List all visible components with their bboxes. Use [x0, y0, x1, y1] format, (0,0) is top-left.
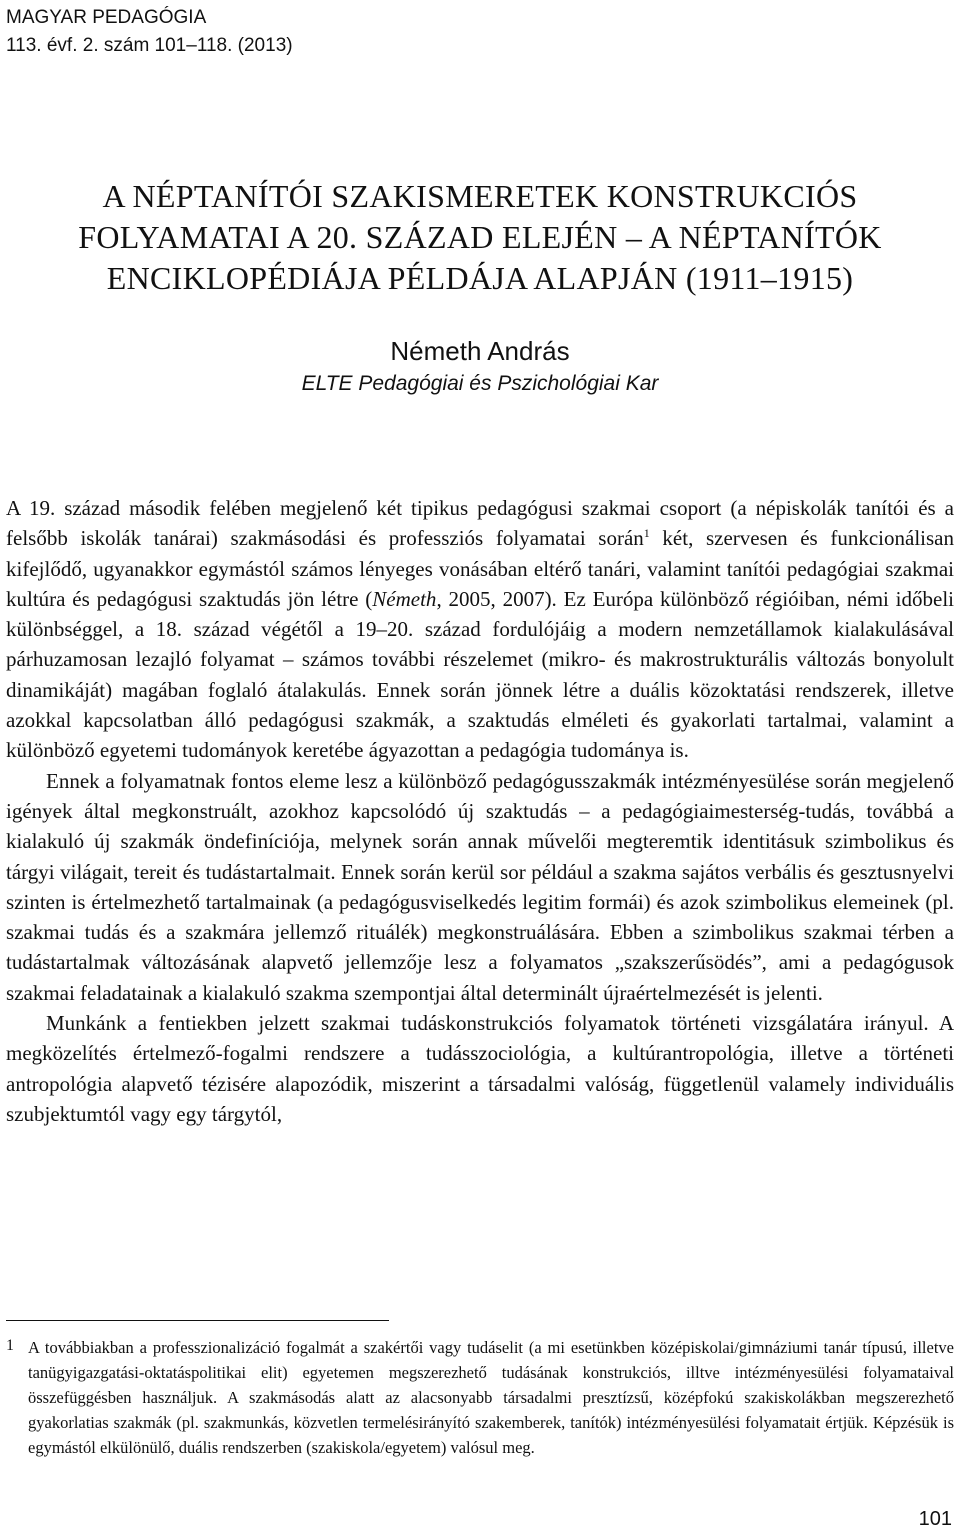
- paragraph-1-text-a: A 19. század második felében megjelenő két tipikus pedagógusi szakmai csoport (a népiskolák tanítói és a felsőbb iskolák tanárai) szakmásodási és professziós folyamatai során: [6, 496, 954, 551]
- page-number: 101: [918, 1508, 952, 1530]
- title-line-1: A NÉPTANÍTÓI SZAKISMERETEK KONSTRUKCIÓS: [102, 178, 858, 214]
- footnote-text: A továbbiakban a professzionalizáció fogalmát a szakértői vagy tudáselit (a mi esetünkben középiskolai/gimnáziumi tanár típusú, illetve tanügyigazgatási-oktatáspolitikai elit) egyetemen megszerezhető tudásának konstrukciós, illtve intézményesülési folyamataival összefüggésben használjuk. A szakmásodás alatt az alacsonyabb társadalmi presztízsű, középfokú szakiskolákban megszerezhető gyakorlatias szakmák (pl. szakmunkás, közvetlen termelésirányító szakemberek, tanítók) intézményesülési folyamatait értjük. Képzésük is egymástól elkülönülő, duális rendszerben (szakiskola/egyetem) valósul meg.: [28, 1338, 954, 1457]
- author-name: Németh András: [390, 336, 570, 366]
- journal-citation: 113. évf. 2. szám 101–118. (2013): [6, 35, 293, 56]
- citation-author: Németh: [372, 586, 437, 611]
- journal-header: [6, 4, 293, 60]
- footnote-divider: [6, 1320, 389, 1321]
- article-title: [0, 176, 960, 299]
- journal-name: MAGYAR PEDAGÓGIA: [6, 7, 207, 28]
- title-line-3: ENCIKLOPÉDIÁJA PÉLDÁJA ALAPJÁN (1911–1915): [106, 260, 854, 296]
- footnote-ref-1[interactable]: 1: [643, 526, 650, 541]
- paragraph-1-text-b: két, szervesen és funkcionálisan kifejlődő, ugyanakkor egymástól számos lényeges vonásában eltérő tanári, valamint tanítói pedagógiai szakmai kultúra és pedagógusi szaktudás jön létre (: [6, 526, 954, 611]
- paragraph-1-text-c: , 2005, 2007). Ez Európa különböző régióiban, némi időbeli különbséggel, a 18. század végétől a 19–20. század fordulójáig a modern nemzetállamok kialakulásával párhuzamosan lezajló folyamat – számos további részelemet (mikro- és makrostrukturális változás bonyolult dinamikáját) magában foglaló átalakulás. Ennek során jönnek létre a duális közoktatási rendszerek, illetve azokkal kapcsolatban álló pedagógusi szakmák, a szaktudás elméleti és gyakorlati tartalmai, valamint a különböző egyetemi tudományok keretébe ágyazottan a pedagógia tudománya is.: [6, 586, 954, 763]
- title-line-2: FOLYAMATAI A 20. SZÁZAD ELEJÉN – A NÉPTANÍTÓK: [78, 219, 882, 255]
- paragraph-2: Ennek a folyamatnak fontos eleme lesz a különböző pedagógusszakmák intézményesülése során megjelenő igények által megkonstruált, azokhoz kapcsolódó új szaktudás – a pedagógiaimesterség-tudás, továbbá a kialakuló új szakmák öndefiníciója, melynek során annak művelői megteremtik identitásuk szimbolikus és tárgyi világait, tereit és tudástartalmait. Ennek során kerül sor például a szakma sajátos verbális és gesztusnyelvi szinten is értelmezhető tartalmainak (a pedagógusviselkedés legitim formái) és azok szimbolikus elemeinek (pl. szakmai tudás és a szakmára jellemző rituálék) megkonstruálására. Ebben a szimbolikus szakmai térben a tudástartalmak változásának alapvető jellemzője lesz a folyamatos „szakszerűsödés”, ami a pedagógusok szakmai feladatainak a kialakuló szakma szempontjai által determinált újraértelmezését is jelenti.: [6, 768, 954, 1005]
- paragraph-1: [6, 493, 954, 766]
- footnote-1: [6, 1335, 954, 1460]
- article-body: [6, 493, 954, 1129]
- footnote-number: 1: [6, 1337, 14, 1354]
- paragraph-3: Munkánk a fentiekben jelzett szakmai tudáskonstrukciós folyamatok történeti vizsgálatára irányul. A megközelítés értelmező-fogalmi rendszere a tudásszociológia, a kultúrantropológia, illetve a történeti antropológia alapvető tézisére alapozódik, miszerint a társadalmi valóság, függetlenül valamely individuális szubjektumtól vagy egy tárgytól,: [6, 1011, 954, 1126]
- author-affiliation: ELTE Pedagógiai és Pszichológiai Kar: [301, 372, 659, 395]
